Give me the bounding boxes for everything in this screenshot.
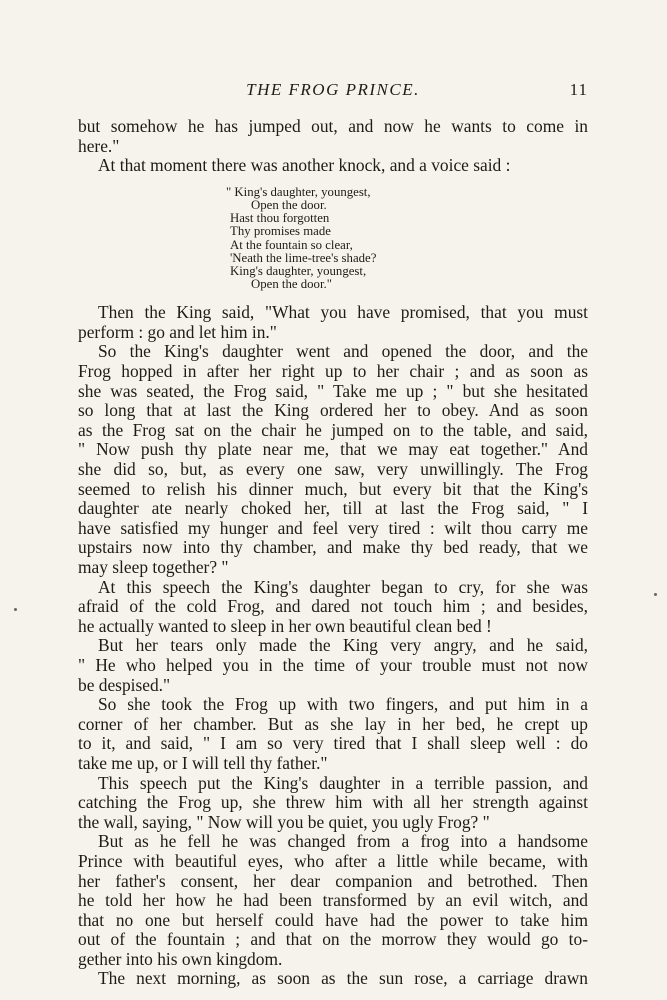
text-line: Frog hopped in after her right up to her chair ; and as soon as — [78, 361, 588, 382]
paragraph-6 — [78, 636, 588, 695]
text-line: So she took the Frog up with two fingers, and put him in a — [98, 694, 588, 715]
text-line: perform : go and let him in." — [78, 321, 277, 342]
text-line: may sleep together? " — [78, 557, 229, 577]
verse-block — [226, 186, 588, 292]
paragraph-3 — [78, 303, 588, 342]
verse-line: Thy promises made — [230, 224, 331, 239]
text-line: that no one but herself could have had the power to take him — [78, 909, 588, 930]
text-line: so long that at last the King ordered her to obey. And as soon — [78, 400, 588, 421]
text-line: catching the Frog up, she threw him with all her strength against — [78, 792, 588, 813]
paragraph-8 — [78, 774, 588, 833]
text-line: take me up, or I will tell thy father." — [78, 752, 328, 773]
text-line: she did so, but, as every one saw, very unwillingly. The Frog — [78, 459, 588, 480]
margin-speck — [14, 608, 17, 611]
text-line: But as he fell he was changed from a frog into a handsome — [98, 831, 588, 852]
paragraph-9 — [78, 832, 588, 969]
text-line: upstairs now into thy chamber, and make thy bed ready, that we — [78, 537, 588, 558]
verse-line: " King's daughter, youngest, — [226, 184, 371, 199]
paragraph-5 — [78, 578, 588, 637]
text-line: have satisfied my hunger and feel very tired : wilt thou carry me — [78, 517, 588, 538]
paragraph-1 — [78, 117, 588, 156]
text-line: afraid of the cold Frog, and dared not touch him ; and besides, — [78, 596, 588, 617]
margin-speck — [654, 593, 657, 596]
text-line: gether into his own kingdom. — [78, 948, 283, 969]
text-line: At this speech the King's daughter began to cry, for she was — [98, 576, 588, 597]
text-line: But her tears only made the King very angry, and he said, — [98, 635, 588, 656]
body-text — [78, 117, 588, 989]
text-line: At that moment there was another knock, and a voice said : — [98, 155, 511, 176]
verse-line: Hast thou forgotten — [230, 211, 330, 226]
text-line: " Now push thy plate near me, that we may eat together." And — [78, 439, 588, 460]
text-line: The next morning, as soon as the sun rose, a carriage drawn — [98, 968, 588, 989]
page-number: 11 — [569, 80, 588, 99]
text-line: daughter ate nearly choked her, till at last the Frog said, " I — [78, 498, 588, 519]
text-line: to it, and said, " I am so very tired that I shall sleep well : do — [78, 733, 588, 754]
verse-line: 'Neath the lime-tree's shade? — [230, 250, 377, 265]
text-line: he actually wanted to sleep in her own beautiful clean bed ! — [78, 615, 492, 636]
text-line: This speech put the King's daughter in a terrible passion, and — [98, 772, 588, 793]
verse-line: King's daughter, youngest, — [230, 263, 367, 278]
text-line: the wall, saying, " Now will you be quiet, you ugly Frog? " — [78, 811, 490, 832]
paragraph-4 — [78, 342, 588, 577]
text-line: Prince with beautiful eyes, who after a little while became, with — [78, 850, 588, 871]
text-line: her father's consent, her dear companion and betrothed. Then — [78, 870, 588, 891]
verse-line: Open the door." — [251, 277, 332, 292]
verse-line: Open the door. — [251, 197, 327, 212]
page-header — [78, 80, 588, 104]
text-line: out of the fountain ; and that on the morrow they would go to- — [78, 929, 588, 950]
paragraph-7 — [78, 695, 588, 773]
text-line: seemed to relish his dinner much, but every bit that the King's — [78, 478, 588, 499]
paragraph-10 — [78, 969, 588, 989]
verse-line: At the fountain so clear, — [230, 237, 353, 252]
text-line: Then the King said, "What you have promised, that you must — [98, 302, 588, 323]
text-line: be despised." — [78, 674, 171, 695]
running-title: THE FROG PRINCE. — [246, 80, 420, 99]
text-line: as the Frog sat on the chair he jumped on to the table, and said, — [78, 419, 588, 440]
text-line: here." — [78, 135, 120, 156]
text-line: So the King's daughter went and opened the door, and the — [98, 341, 588, 362]
text-line: corner of her chamber. But as she lay in her bed, he crept up — [78, 713, 588, 734]
text-line: he told her how he had been transformed by an evil witch, and — [78, 890, 588, 911]
text-line: but somehow he has jumped out, and now he wants to come in — [78, 116, 588, 136]
paragraph-2 — [78, 156, 588, 176]
text-line: " He who helped you in the time of your trouble must not now — [78, 654, 588, 675]
text-line: she was seated, the Frog said, " Take me up ; " but she hesitated — [78, 380, 588, 401]
